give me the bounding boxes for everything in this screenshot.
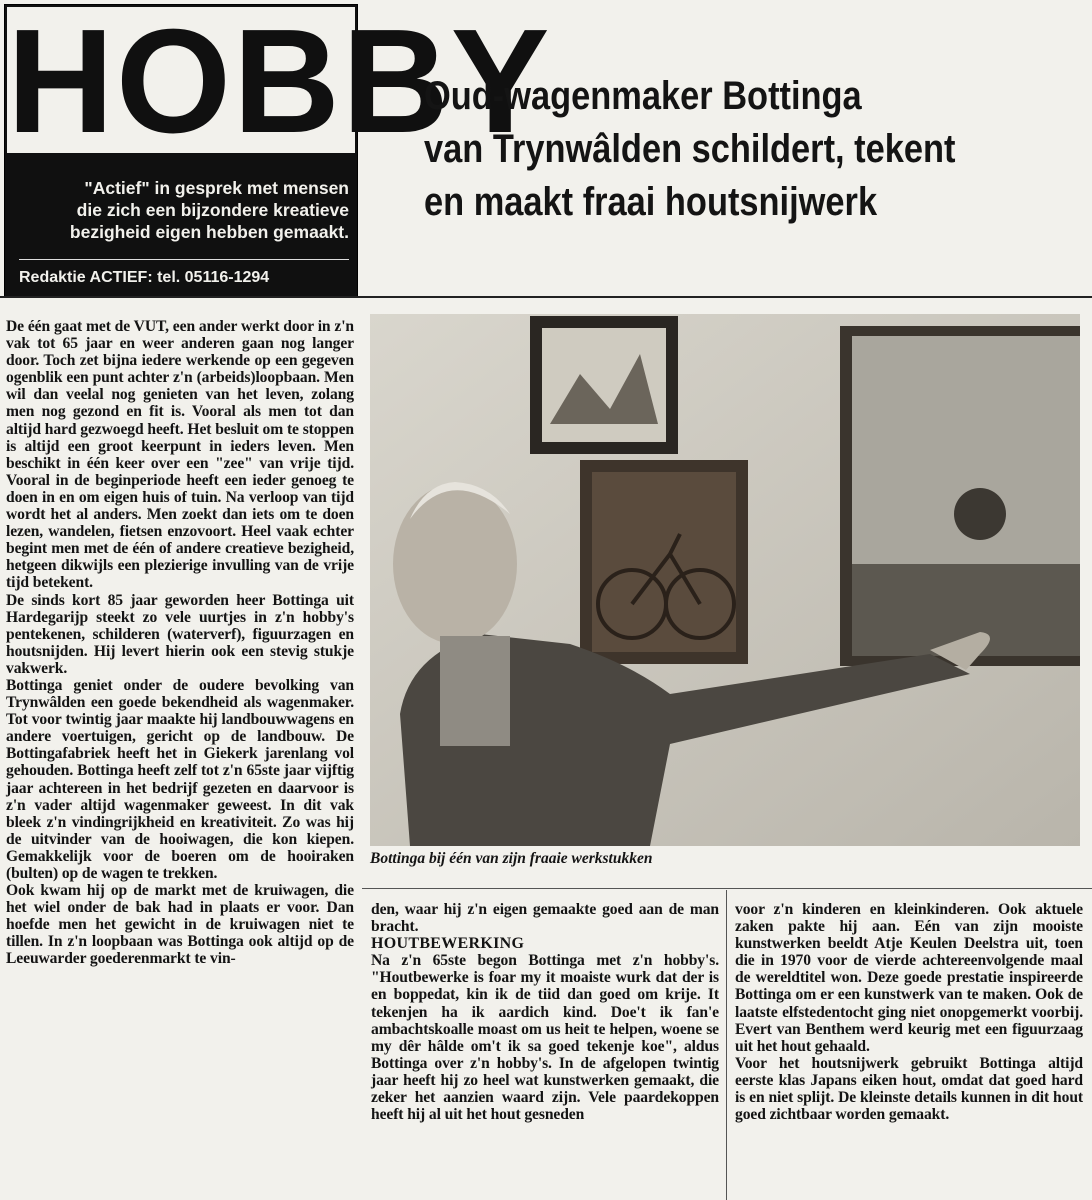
paragraph: De één gaat met de VUT, een ander werkt door in z'n vak tot 65 jaar en weer anderen gaan nog langer door. Toch zet bijna iedere werkende op een gegeven ogenblik een punt achter z'n (arbeids)loopbaan. Men wil dan veelal nog genieten van het leven, zolang men nog gezond en fit is. Vooral als men tot dan altijd hard gezwoegd heeft. Het besluit om te stoppen is altijd een groot keerpunt in ieders leven. Men beschikt in één keer over een "zee" van vrije tijd. Vooral in de beginperiode heeft een ieder genoeg te doen in en om eigen huis of tuin. Na verloop van tijd wordt het al anders. Men zoekt dan iets om te doen lezen, wandelen, fietsen enzovoort. Heel vaak echter begint men met de één of andere creatieve bezigheid, hetgeen dikwijls een plezierige invulling van de vrije tijd betekent.	[6, 318, 354, 592]
paragraph: den, waar hij z'n eigen gemaakte goed aan de man bracht.	[371, 901, 719, 936]
paragraph: Voor het houtsnijwerk gebruikt Bottinga altijd eerste klas Japans eiken hout, omdat dat goed hard is en niet splijt. De kleinste details kunnen in dit hout goed zichtbaar worden gemaakt.	[735, 1054, 1083, 1124]
banner-subtitle-line: bezigheid eigen hebben gemaakt.	[69, 222, 349, 242]
paragraph: voor z'n kinderen en kleinkinderen. Ook aktuele zaken pakte hij aan. Eén van zijn mooiste kunstwerken beeldt Atje Keulen Deelstra uit, toen die in 1970 voor de vierde achtereenvolgende maal de wereldtitel won. Deze goede prestatie inspireerde Bottinga om er een kunstwerk van te maken. Ook de laatste elfstedentocht ging niet onopgemerkt voorbij. Evert van Benthem werd keurig met een figuurzaag uit het hout gehaald.	[735, 901, 1083, 1055]
header-rule	[0, 296, 1092, 298]
banner-subtitle	[19, 177, 349, 243]
article-photo	[370, 314, 1080, 846]
paragraph: De sinds kort 85 jaar geworden heer Bottinga uit Hardegarijp steekt zo vele uurtjes in z'n hobby's pentekenen, schilderen (waterverf), figuurzagen en houtsnijden. Hij levert hierin ook een stevig stukje vakwerk.	[6, 591, 354, 677]
paragraph: Ook kwam hij op de markt met de kruiwagen, die het wiel onder de bak had in plaats er voor. Dan hoefde men het gewicht in de kruiwagen niet te tillen. In z'n loopbaan was Bottinga ook altijd op de Leeuwarder goederenmarkt te vin-	[6, 882, 354, 968]
article-column-2	[371, 901, 719, 1123]
section-heading: HOUTBEWERKING	[371, 935, 525, 953]
column-divider	[726, 890, 727, 1200]
banner-subtitle-line: "Actief" in gesprek met mensen	[84, 178, 349, 198]
banner-divider	[19, 259, 349, 260]
column-top-rule	[362, 888, 1092, 889]
banner-contact: Redaktie ACTIEF: tel. 05116-1294	[19, 269, 270, 286]
hobby-banner	[4, 0, 552, 298]
photo-caption: Bottinga bij één van zijn fraaie werkstukken	[370, 850, 653, 867]
headline-line: Oud-wagenmaker Bottinga	[424, 74, 862, 118]
man-head	[393, 484, 517, 644]
banner-subtitle-line: die zich een bijzondere kreatieve	[76, 200, 349, 220]
headline-line: en maakt fraai houtsnijwerk	[424, 180, 878, 224]
headline-line: van Trynwâlden schildert, tekent	[424, 127, 956, 171]
photo-illustration	[370, 314, 1080, 846]
article-column-3	[735, 901, 1083, 1123]
paragraph: Na z'n 65ste begon Bottinga met z'n hobby's. "Houtbewerke is foar my it moaiste wurk dat der is en boppedat, kin ik de tiid dan goed om krije. It tekenjen ha ik aardich kind. Doe't ik fan'e ambachtskoalle moast om us heit te helpen, woene se my dêr hâlde om't ik sa goed tekenje koe", aldus Bottinga over z'n hobby's. In de afgelopen twintig jaar heeft hij zo heel wat kunstwerken gemaakt, die zeker het aanzien waard zijn. Vele paardekoppen heeft hij al uit het hout gesneden	[371, 952, 719, 1124]
article-column-1	[6, 318, 354, 968]
headline	[424, 70, 992, 229]
paragraph: Bottinga geniet onder de oudere bevolking van Trynwâlden een goede bekendheid als wagenmaker. Tot voor twintig jaar maakte hij landbouwwagens en andere voertuigen, gericht op de landbouw. De Bottingafabriek heeft het in Giekerk jarenlang vol gehouden. Bottinga heeft zelf tot z'n 65ste jaar vijftig jaar achtereen in het bedrijf gezeten en daarvoor is z'n vader altijd wagenmaker geweest. In dit vak bleek z'n vindingrijkheid en kreativiteit. Zo was hij de uitvinder van de hooiwagen, die kon kiepen. Gemakkelijk voor de boeren om de hooiraken (bulten) op de wagen te trekken.	[6, 676, 354, 882]
hobby-title: HOBBY	[7, 0, 552, 164]
